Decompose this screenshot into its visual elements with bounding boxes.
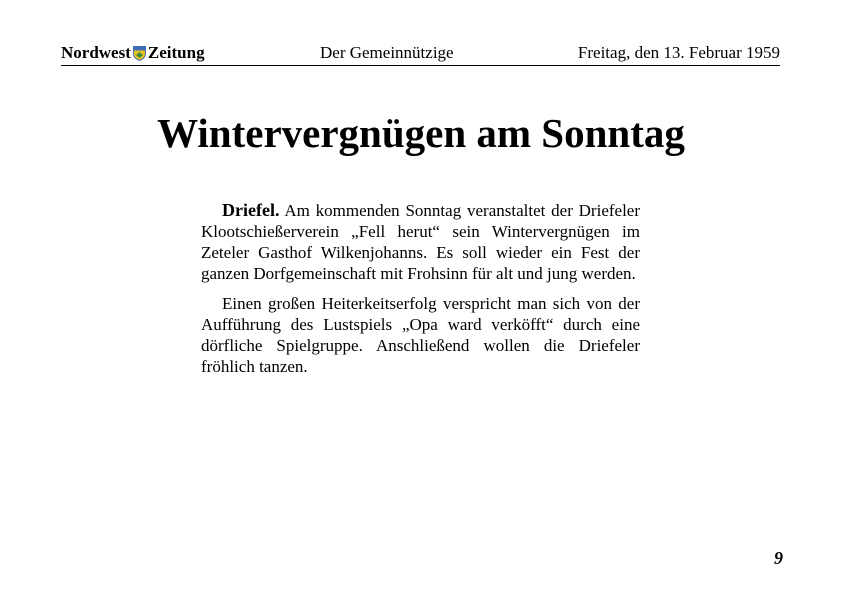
article-paragraph-1-text: Am kommenden Sonntag veranstaltet der Driefeler Klootschießerverein „Fell herut“ sein Wintervergnügen im Zeteler Gasthof Wilkenjohanns. Es soll wieder ein Fest der ganzen Dorfgemeinschaft mit Frohsinn für alt und jung werden. — [201, 201, 641, 283]
issue-date: Freitag, den 13. Februar 1959 — [577, 43, 780, 62]
article-paragraph-1 — [201, 200, 640, 284]
article-dateline: Driefel. — [222, 200, 280, 220]
article-paragraph-2: Einen großen Heiterkeitserfolg verspricht man sich von der Aufführung des Lustspiels „Opa ward verköfft“ durch eine dörfliche Spielgruppe. Anschließend wollen die Driefeler fröhlich tanzen. — [201, 294, 640, 376]
coat-of-arms-icon — [133, 46, 146, 61]
masthead — [61, 43, 205, 63]
supplement-title: Der Gemeinnützige — [320, 43, 454, 62]
page-number: 9 — [774, 548, 783, 568]
article-headline: Wintervergnügen am Sonntag — [157, 110, 685, 156]
masthead-left: Nordwest — [61, 43, 131, 62]
masthead-right: Zeitung — [147, 43, 205, 62]
newspaper-header — [61, 43, 780, 66]
article-body — [201, 200, 640, 386]
